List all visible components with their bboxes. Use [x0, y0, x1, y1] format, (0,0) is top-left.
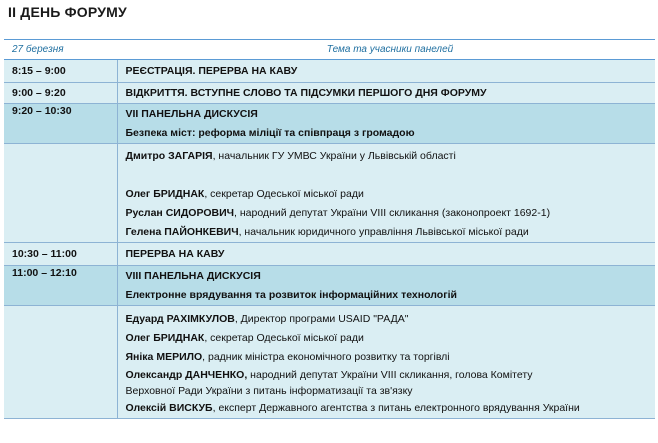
- table-header: [4, 40, 655, 60]
- header-topic: Тема та учасники панелей: [117, 40, 655, 60]
- topic-cell: ПЕРЕРВА НА КАВУ: [117, 243, 655, 266]
- speaker-name: Дмитро ЗАГАРІЯ: [125, 150, 213, 162]
- speaker: [126, 399, 656, 418]
- speaker-name: Олег БРИДНАК: [125, 188, 205, 200]
- spacer: [126, 166, 656, 185]
- speaker-role: , народний депутат України VIII скликання (законопроект 1692-1): [234, 207, 551, 219]
- time-cell: 11:00 – 12:10: [4, 266, 117, 306]
- speaker: [126, 310, 656, 329]
- speaker-role: , Директор програми USAID "РАДА": [234, 313, 409, 325]
- schedule-table: [4, 39, 655, 419]
- speaker-continued: [126, 383, 656, 399]
- table-row: [4, 83, 655, 104]
- speaker-name: Руслан СИДОРОВИЧ: [125, 207, 235, 219]
- panel-subtitle: Безпека міст: реформа міліції та співпраця з громадою: [125, 126, 415, 139]
- speaker-role: , начальник юридичного управління Львівської міської ради: [238, 226, 529, 238]
- time-cell: 8:15 – 9:00: [4, 60, 117, 83]
- speaker-name: Гелена ПАЙОНКЕВИЧ: [125, 226, 239, 238]
- empty-time-cell: [4, 306, 117, 419]
- speaker-role: , начальник ГУ УМВС України у Львівській області: [212, 150, 456, 162]
- speaker-role: народний депутат України VIII скликання, голова Комітету: [247, 369, 533, 381]
- speaker-role: , секретар Одеської міської ради: [204, 332, 364, 344]
- time-cell: 10:30 – 11:00: [4, 243, 117, 266]
- speaker: [126, 223, 656, 242]
- speaker: [126, 367, 656, 383]
- panel-title: VIII ПАНЕЛЬНА ДИСКУСІЯ: [125, 269, 261, 282]
- panel-header-row: [4, 266, 655, 306]
- page-title: ІІ ДЕНЬ ФОРУМУ: [8, 4, 127, 20]
- empty-time-cell: [4, 144, 117, 243]
- speaker-name: Олексій ВИСКУБ: [125, 402, 213, 414]
- table-row: [4, 60, 655, 83]
- speaker-role: Верховної Ради України з питань інформатизації та зв'язку: [125, 385, 413, 397]
- speaker: [126, 329, 656, 348]
- panel-title: VII ПАНЕЛЬНА ДИСКУСІЯ: [125, 107, 258, 120]
- speaker-name: Яніка МЕРИЛО: [125, 351, 203, 363]
- speaker: [126, 348, 656, 367]
- speaker-name: Едуард РАХІМКУЛОВ: [125, 313, 235, 325]
- speakers-row: [4, 306, 655, 419]
- header-date: 27 березня: [4, 40, 117, 60]
- speaker-role: , радник міністра економічного розвитку та торгівлі: [202, 351, 450, 363]
- table-row: [4, 243, 655, 266]
- panel-header-row: [4, 104, 655, 144]
- topic-cell: ВІДКРИТТЯ. ВСТУПНЕ СЛОВО ТА ПІДСУМКИ ПЕРШОГО ДНЯ ФОРУМУ: [117, 83, 655, 104]
- speaker: [126, 147, 656, 166]
- speaker-name: Олег БРИДНАК: [125, 332, 205, 344]
- speaker-name: Олександр ДАНЧЕНКО,: [125, 369, 248, 381]
- speaker: [126, 204, 656, 223]
- speaker: [126, 185, 656, 204]
- speaker-role: , секретар Одеської міської ради: [204, 188, 364, 200]
- topic-cell: РЕЄСТРАЦІЯ. ПЕРЕРВА НА КАВУ: [117, 60, 655, 83]
- time-cell: 9:00 – 9:20: [4, 83, 117, 104]
- speaker-role: , експерт Державного агентства з питань електронного врядування України: [212, 402, 580, 414]
- panel-subtitle: Електронне врядування та розвиток інформаційних технологій: [125, 288, 457, 301]
- time-cell: 9:20 – 10:30: [4, 104, 117, 144]
- speakers-row: [4, 144, 655, 243]
